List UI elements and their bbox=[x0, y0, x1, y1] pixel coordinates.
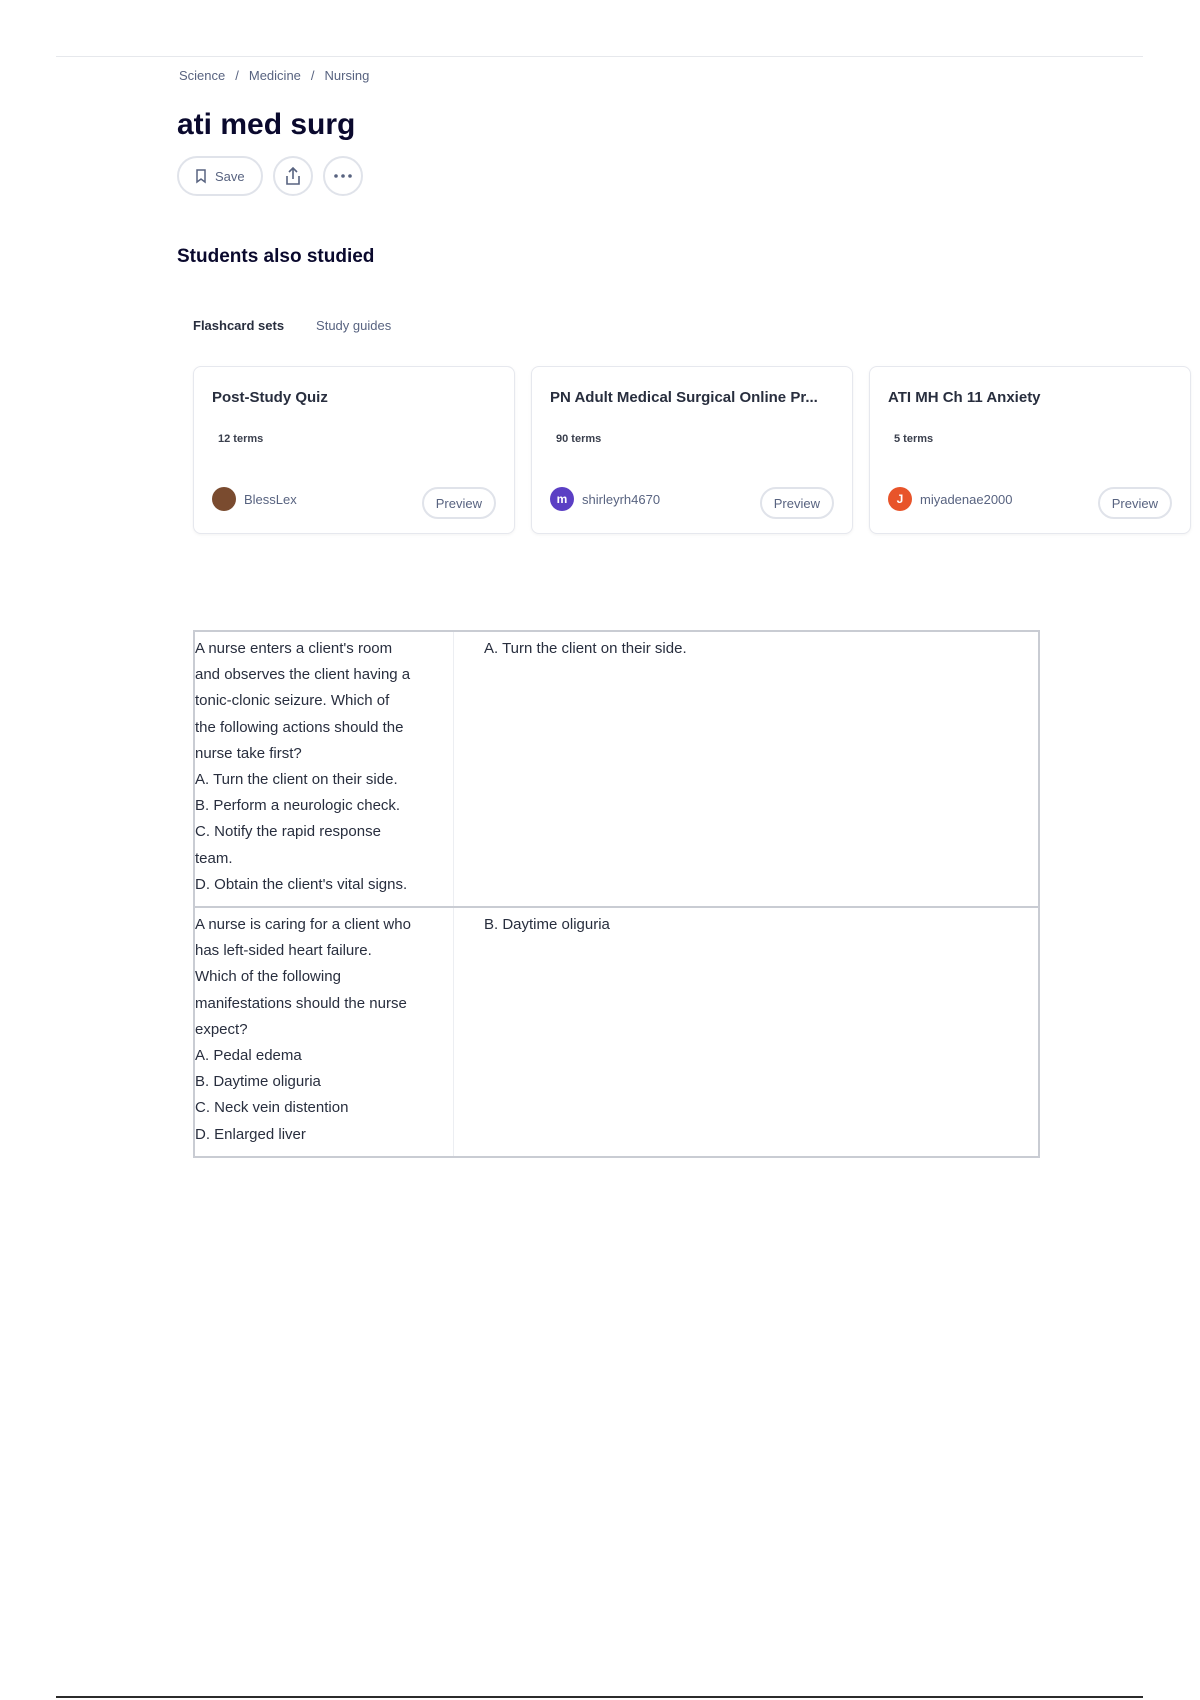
question-line: A nurse is caring for a client who bbox=[195, 916, 411, 934]
card-user bbox=[550, 487, 660, 511]
preview-button[interactable]: Preview bbox=[422, 487, 496, 519]
breadcrumb-separator: / bbox=[235, 68, 239, 83]
question-line: B. Perform a neurologic check. bbox=[195, 797, 401, 815]
question-line: tonic-clonic seizure. Which of bbox=[195, 692, 390, 710]
question-line: expect? bbox=[195, 1020, 248, 1038]
question-line: team. bbox=[195, 849, 233, 867]
question-line: C. Neck vein distention bbox=[195, 1099, 349, 1117]
top-divider bbox=[56, 56, 1143, 57]
question-line: A. Pedal edema bbox=[195, 1047, 302, 1065]
breadcrumb-nursing[interactable]: Nursing bbox=[324, 68, 370, 83]
table-row bbox=[195, 632, 1038, 908]
question-line: C. Notify the rapid response bbox=[195, 823, 381, 841]
card-user bbox=[888, 487, 1013, 511]
question-line: A nurse enters a client's room bbox=[195, 640, 393, 657]
question-cell bbox=[195, 908, 454, 1156]
question-line: the following actions should the bbox=[195, 718, 404, 736]
card-user bbox=[212, 487, 297, 511]
cards-carousel bbox=[193, 364, 1158, 536]
share-button[interactable] bbox=[273, 156, 313, 196]
avatar: m bbox=[550, 487, 574, 511]
bottom-divider bbox=[56, 1696, 1143, 1698]
preview-button[interactable]: Preview bbox=[1098, 487, 1172, 519]
preview-button[interactable]: Preview bbox=[760, 487, 834, 519]
card-title: ATI MH Ch 11 Anxiety bbox=[888, 389, 1041, 406]
avatar bbox=[212, 487, 236, 511]
card-title: Post-Study Quiz bbox=[212, 389, 328, 406]
breadcrumb-science[interactable]: Science bbox=[179, 68, 226, 83]
action-bar bbox=[177, 156, 363, 196]
card-username[interactable]: shirleyrh4670 bbox=[582, 491, 661, 507]
breadcrumb-medicine[interactable]: Medicine bbox=[248, 68, 301, 83]
study-card[interactable] bbox=[193, 366, 515, 534]
tab-bar bbox=[193, 318, 391, 333]
question-line: D. Obtain the client's vital signs. bbox=[195, 875, 408, 893]
breadcrumb bbox=[179, 68, 369, 83]
question-line: A. Turn the client on their side. bbox=[195, 771, 398, 789]
card-username[interactable]: miyadenae2000 bbox=[920, 491, 1013, 507]
card-title: PN Adult Medical Surgical Online Pr... bbox=[550, 389, 818, 406]
save-label: Save bbox=[215, 168, 245, 184]
study-card[interactable] bbox=[869, 366, 1191, 534]
question-line: B. Daytime oliguria bbox=[195, 1073, 321, 1091]
card-terms: 12 terms bbox=[218, 433, 264, 445]
more-button[interactable] bbox=[323, 156, 363, 196]
table-row bbox=[195, 908, 1038, 1156]
question-line: has left-sided heart failure. bbox=[195, 942, 372, 960]
avatar: J bbox=[888, 487, 912, 511]
bookmark-icon bbox=[195, 169, 207, 183]
more-icon bbox=[333, 173, 353, 179]
question-line: manifestations should the nurse bbox=[195, 994, 407, 1012]
study-card[interactable] bbox=[531, 366, 853, 534]
answer-cell: A. Turn the client on their side. bbox=[484, 640, 687, 657]
section-title: Students also studied bbox=[177, 246, 375, 267]
answer-cell: B. Daytime oliguria bbox=[484, 916, 610, 934]
share-icon bbox=[284, 166, 302, 186]
page-title: ati med surg bbox=[177, 108, 356, 141]
question-line: D. Enlarged liver bbox=[195, 1125, 306, 1143]
question-cell bbox=[195, 632, 454, 906]
card-username[interactable]: BlessLex bbox=[244, 491, 297, 507]
question-line: Which of the following bbox=[195, 968, 341, 986]
question-line: and observes the client having a bbox=[195, 666, 411, 684]
qa-table bbox=[193, 630, 1040, 1158]
card-terms: 90 terms bbox=[556, 433, 602, 445]
tab-study-guides[interactable]: Study guides bbox=[316, 318, 392, 333]
tab-flashcard-sets[interactable]: Flashcard sets bbox=[193, 318, 285, 333]
card-terms: 5 terms bbox=[894, 433, 934, 445]
breadcrumb-separator: / bbox=[310, 68, 315, 83]
question-line: nurse take first? bbox=[195, 744, 302, 762]
save-button[interactable] bbox=[177, 156, 263, 196]
